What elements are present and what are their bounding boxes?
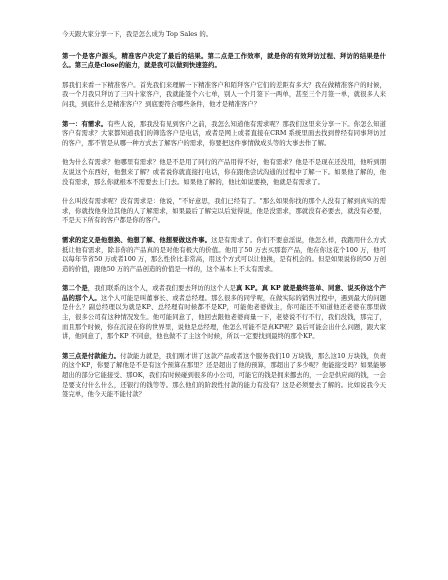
true-kp-text-a: ，我们联系的这个人，或者我们要去拜访的这个人是 [87, 284, 236, 293]
why-demand-text: 他为什么有需求？他哪里有需求？他是不是用了同行的产品用得不好，他有需求？他是不是现在还没用，他听到朋友说这个东西好，他想来了解？或者说你就直接打电话，你在跟他尝试沟通的过程中了解一下。如果他了解的，他没有需求，那么你就根本不需要去上门去。如果他了解的，他比如说要换，他就是有需求了。 [62, 158, 386, 186]
precise-customer-paragraph [62, 81, 386, 110]
true-kp-heading-a: 第二个是 [62, 284, 88, 293]
true-kp-paragraph [62, 284, 386, 342]
true-kp-text-b: 这个人可能是叫董事长、或者总经理。那么很多的同学呢，在做实际的销售过程中，遇到最大的问题是什么？副总经理以为就是KP、总经理有时候都不是KP，可能他老婆做主，你可能还不知道他还老婆在那里做主，很多公司有这种情况发生。他可能同意了，他回去跟他老婆商量一下，老婆说不行不行，我们没钱，那完了，而且那个时候，你在沉浸在你的世界里，说他是总经理，他怎么可能不是真KP呢？最后可能会出什么问题，跟大家讲，他同意了，那个KP 不同意，他也做不了主这个时候，所以一定要找到最终的那个KP。 [62, 293, 386, 341]
has-demand-text: 有些人说，那我没有见到客户之前，我怎么知道他有需求呢？那我们这里来分享一下。你怎么知道客户有需求？大家都知道我们的筛选客户是电话，或者是网上或者直接在CRM 系统里面去找到曾经有同事拜访过的客户，那不管是从哪一种方式去了解客户的需求，你要把这件事情做成头等的大事去作了解。 [62, 119, 387, 147]
has-demand-paragraph [62, 120, 386, 149]
key-points-text: 第一个是客户源头，精准客户决定了最后的结果。第二点是工作效率，就是你的有效拜访过程、拜访的结果是什么。第三点是close的能力，就是我可以做到快速签约。 [62, 51, 386, 70]
true-kp-heading-b: 真 KP。真 KP 就是最终签单、同意、说买你这个产品的那个人。 [62, 284, 386, 302]
has-demand-heading: 第一：有需求。 [62, 119, 108, 128]
key-points-paragraph [62, 52, 386, 71]
intro-text: 今天跟大家分享一下，我是怎么成为 Top Sales 的。 [62, 30, 213, 38]
no-demand-text: 什么叫没有需求呢？没有需求是：他说，"不好意思，我们已经有了。"那么如果你找的那个人没有了解到真实的需求，你就找他身边其他的人了解需求，如果最后了解完以后觉得说，他是没需求，那就没有必要去，就没有必要，不是天下所有的客户都是你的客户。 [62, 197, 386, 225]
payment-ability-text: 付款能力就是，我们刚才讲了这款产品或者这个服务我们10 万块钱，那么这10 万块钱，负责的这个KP，你要了解他是不是有这个预算在那里？还是超出了他的预算，那超出了多少呢？他能接受吗？如果能够超出的部分它能接受、那OK，我们有时候碰到很多的小公司，可能它的钱是拥来挪去的，一会是供应商的钱，一会是要支付什么什么，还银行的钱等等。那么他们的阶段性付款的能力有没有？这是必须要去了解的。比如说我今天签完单，他今天能不能付款？ [62, 351, 387, 399]
payment-ability-heading: 第三点是付款能力。 [62, 351, 121, 360]
payment-ability-paragraph [62, 352, 386, 400]
precise-customer-text: 那我们来看一下精准客户。首先我们来理解一下精准客户和陌拜客户它们的差距有多大？我在做精准客户的时候，我一个月我只拜访了三四十家客户，我就能签个六七单，别人一个月签下一两单，甚至三个月签一单，就很多人来问我，到底什么是精准客户？到底要符合哪些条件，他才是精准客户？ [62, 80, 386, 108]
why-demand-paragraph [62, 158, 386, 187]
demand-definition-paragraph [62, 236, 386, 274]
no-demand-paragraph [62, 197, 386, 226]
demand-definition-heading: 需求的定义是他想换、他想了解、他想要做这件事。 [62, 235, 212, 244]
intro-paragraph [62, 30, 386, 40]
demand-definition-text: 这是有需求了。你们不要意淫说，他怎么样，我跑用什么方式抵让他有需求，除非你的产品真的是对他有极大的价值。他用了50 万去买那套产品，他在你这花个100 万，他可以每年节省50 万或者100 万，那么性价比非常高，用这个方式可以让他换，是有机会的。但是如果说你的50 万创造的价值，跟他50 万的产品创造的价值是一样的，这个基本上不太有需求。 [62, 235, 387, 273]
